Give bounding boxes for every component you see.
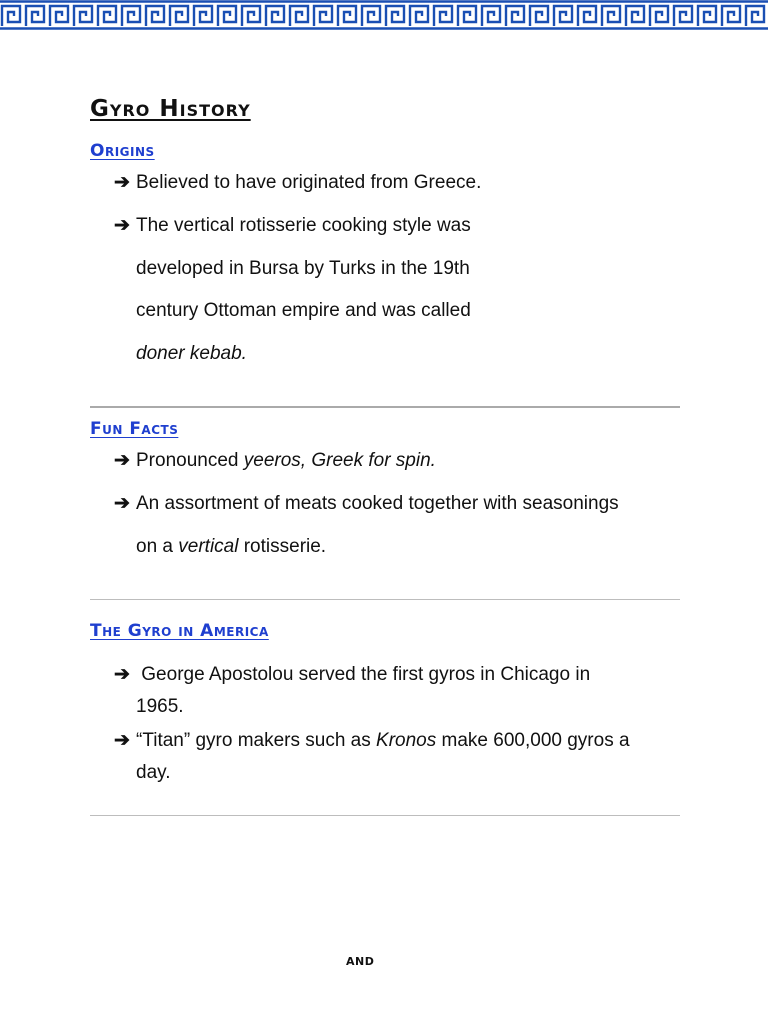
item-text-line xyxy=(114,526,674,569)
list-item xyxy=(114,162,674,205)
item-text-line: 1965. xyxy=(136,696,184,717)
section-heading-gyro-in-america: The Gyro in America xyxy=(90,621,269,641)
arrow-icon: ➔ xyxy=(114,172,130,193)
section-divider xyxy=(90,406,680,408)
section-heading-origins: Origins xyxy=(90,141,155,161)
item-text: rotisserie. xyxy=(238,535,327,557)
item-text-line: The vertical rotisserie cooking style was xyxy=(136,215,471,236)
item-text-line: George Apostolou served the first gyros in Chicago in xyxy=(136,664,591,685)
italic-term: Kronos xyxy=(376,730,437,751)
item-text: “Titan” gyro makers such as xyxy=(136,730,377,751)
footer-text: and xyxy=(346,950,375,969)
arrow-icon: ➔ xyxy=(114,730,130,751)
item-text: on a xyxy=(136,535,179,557)
arrow-icon: ➔ xyxy=(114,664,130,685)
italic-term: doner kebab. xyxy=(136,342,247,364)
italic-term: yeeros, Greek for spin. xyxy=(243,450,436,471)
section-divider xyxy=(90,815,680,816)
item-text: make 600,000 gyros a xyxy=(436,730,630,751)
item-text-line: An assortment of meats cooked together with seasonings xyxy=(136,493,619,514)
item-text-line: century Ottoman empire and was called xyxy=(136,300,471,321)
arrow-icon: ➔ xyxy=(114,215,130,236)
list-item xyxy=(114,659,674,723)
item-text: Believed to have originated from Greece. xyxy=(136,172,482,193)
item-text-line: day. xyxy=(136,762,171,783)
arrow-icon: ➔ xyxy=(114,493,130,514)
item-text: Pronounced xyxy=(136,450,244,471)
italic-term: vertical xyxy=(178,535,239,557)
list-item xyxy=(114,205,674,375)
list-item xyxy=(114,440,674,483)
page-title: Gyro History xyxy=(90,96,251,122)
greek-key-pattern-icon xyxy=(0,0,768,30)
greek-key-border xyxy=(0,0,768,30)
section-divider xyxy=(90,599,680,600)
list-item xyxy=(114,725,674,789)
item-text-line: developed in Bursa by Turks in the 19th xyxy=(136,257,470,279)
arrow-icon: ➔ xyxy=(114,450,130,471)
section-heading-fun-facts: Fun Facts xyxy=(90,419,179,439)
list-item xyxy=(114,483,674,568)
item-text-line xyxy=(114,333,674,376)
